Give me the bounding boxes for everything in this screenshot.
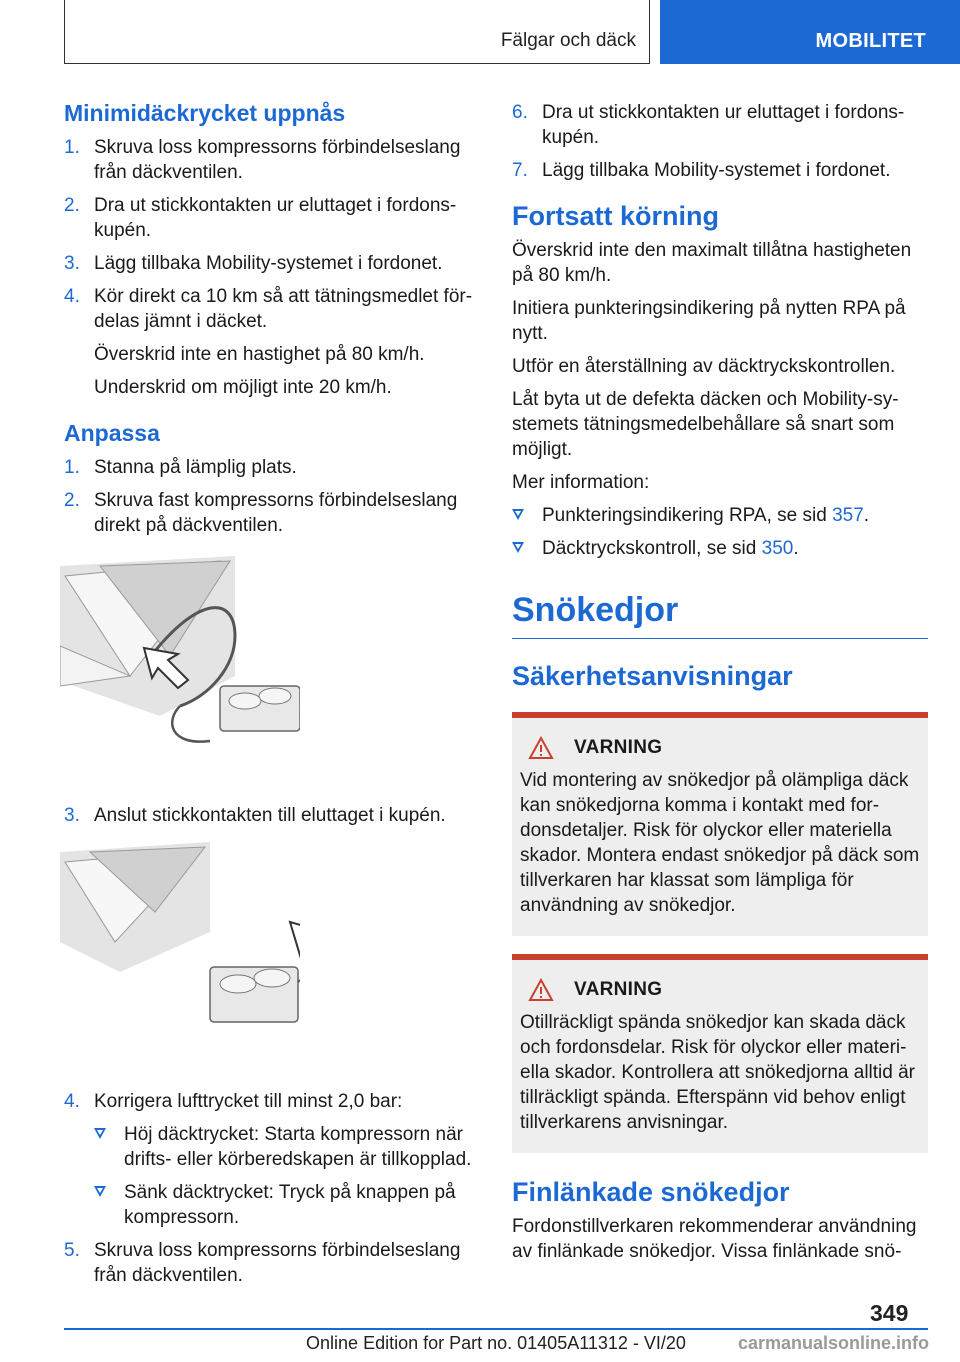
watermark: carmanualsonline.info (738, 1333, 930, 1353)
list-item (512, 536, 928, 561)
warning-label: VARNING (574, 737, 663, 758)
section-title-snow-chains: Snökedjor (512, 591, 928, 639)
list-item (64, 455, 476, 480)
step-text: Dra ut stickkontakten ur eluttaget i fordonskupén. (542, 102, 905, 148)
warning-box (512, 712, 928, 936)
bullet-list (94, 1122, 476, 1230)
bullet-text: Sänk däcktrycket: Tryck på knappen på kompressorn. (124, 1182, 456, 1228)
footer-edition-text: Online Edition for Part no. 01405A11312 - VI/20 (306, 1333, 686, 1353)
step-text: Korrigera lufttrycket till minst 2,0 bar: (94, 1091, 403, 1112)
steps-list-1 (64, 135, 476, 400)
list-item (512, 503, 928, 528)
list-item (64, 193, 476, 243)
step-text: Dra ut stickkontakten ur eluttaget i fordonskupén. (94, 195, 457, 241)
list-item (64, 803, 476, 828)
punctuation: . (863, 505, 870, 526)
header-section-title: Fälgar och däck (500, 30, 636, 51)
warning-triangle-icon (528, 736, 554, 760)
compressor-plug-illustration (60, 842, 300, 1072)
heading-continued-driving: Fortsatt körning (512, 201, 719, 231)
heading-safety: Säkerhetsanvisningar (512, 661, 793, 691)
header-chapter-tab[interactable]: MOBILITET (660, 0, 960, 64)
step-number: 1. (64, 137, 80, 158)
step-number: 6. (512, 102, 528, 123)
step-number: 7. (512, 160, 528, 181)
page-number: 349 (870, 1300, 909, 1326)
bullet-text: Punkteringsindikering RPA, se sid (542, 505, 833, 526)
warning-header (520, 978, 920, 1002)
step-number: 4. (64, 1091, 80, 1112)
step-text: Skruva loss kompressorns förbindelseslang från däckventilen. (94, 1240, 461, 1286)
step-number: 2. (64, 195, 80, 216)
list-item (64, 488, 476, 538)
paragraph: Mer information: (512, 472, 650, 493)
right-column (512, 100, 928, 1272)
bullet-triangle-icon (512, 542, 524, 553)
steps-list-5 (512, 100, 928, 183)
page-link-357[interactable]: 357 (832, 505, 864, 526)
step-note: Överskrid inte en hastighet på 80 km/h. (94, 344, 425, 365)
paragraph: Överskrid inte den maximalt tillåtna hastigheten på 80 km/h. (512, 240, 912, 286)
paragraph: Fordonstillverkaren rekommenderar användning av finlänkade snökedjor. Vissa finlänkade snö- (512, 1216, 917, 1262)
bullet-triangle-icon (94, 1186, 106, 1197)
warning-text: Vid montering av snökedjor på olämpliga däck kan snökedjorna komma i kontakt med fordonsdetaljer. Risk för olyckor eller materiella skador. Montera endast snökedjor på däck som tillverkaren har klassat som lämpliga för användning av snökedjor. (520, 770, 920, 916)
bullet-text: Däcktryckskontroll, se sid (542, 538, 762, 559)
heading-fine-link-chains: Finlänkade snökedjor (512, 1177, 790, 1207)
step-text: Kör direkt ca 10 km så att tätningsmedlet fördelas jämnt i däcket. (94, 286, 473, 332)
step-text: Anslut stickkontakten till eluttaget i kupén. (94, 805, 446, 826)
list-item (512, 100, 928, 150)
info-list (512, 503, 928, 561)
list-item (94, 1122, 476, 1172)
step-note: Underskrid om möjligt inte 20 km/h. (94, 377, 392, 398)
steps-list-2 (64, 455, 476, 538)
step-text: Lägg tillbaka Mobility-systemet i fordonet. (542, 160, 891, 181)
bullet-triangle-icon (512, 509, 524, 520)
list-item (64, 284, 476, 400)
step-number: 1. (64, 457, 80, 478)
step-text: Lägg tillbaka Mobility-systemet i fordonet. (94, 253, 443, 274)
punctuation: . (793, 538, 799, 559)
bullet-text: Höj däcktrycket: Starta kompressorn när drifts- eller körberedskapen är tillkopplad. (124, 1124, 472, 1170)
list-item (64, 135, 476, 185)
warning-box (512, 954, 928, 1153)
paragraph: Utför en återställning av däcktryckskontrollen. (512, 356, 896, 377)
list-item (64, 1238, 476, 1288)
left-column (64, 100, 476, 1296)
list-item (64, 251, 476, 276)
step-number: 2. (64, 490, 80, 511)
compressor-hose-illustration (60, 556, 300, 786)
steps-list-4 (64, 1089, 476, 1288)
list-item (512, 158, 928, 183)
warning-label: VARNING (574, 979, 663, 1000)
steps-list-3 (64, 803, 476, 828)
step-number: 3. (64, 805, 80, 826)
list-item (64, 1089, 476, 1230)
step-number: 3. (64, 253, 80, 274)
heading-adjust: Anpassa (64, 420, 160, 446)
list-item (94, 1180, 476, 1230)
warning-triangle-icon (528, 978, 554, 1002)
step-number: 5. (64, 1240, 80, 1261)
paragraph: Låt byta ut de defekta däcken och Mobility-systemets tätningsmedelbehållare så snart som möjligt. (512, 389, 899, 460)
step-text: Skruva loss kompressorns förbindelseslang från däckventilen. (94, 137, 461, 183)
step-text: Skruva fast kompressorns förbindelseslang direkt på däckventilen. (94, 490, 458, 536)
warning-header (520, 736, 920, 760)
bullet-triangle-icon (94, 1128, 106, 1139)
heading-minimum-pressure: Minimidäckrycket uppnås (64, 100, 346, 126)
warning-text: Otillräckligt spända snökedjor kan skada däck och fordonsdelar. Risk för olyckor eller materiella skador. Kontrollera att snökedjorna alltid är tillräckligt spända. Efterspänn vid behov enligt tillverkarens anvisningar. (520, 1012, 916, 1133)
step-text: Stanna på lämplig plats. (94, 457, 297, 478)
paragraph: Initiera punkteringsindikering på nytten RPA på nytt. (512, 298, 906, 344)
page-link-350[interactable]: 350 (761, 538, 794, 559)
step-number: 4. (64, 286, 80, 307)
footer-divider (64, 1328, 928, 1330)
